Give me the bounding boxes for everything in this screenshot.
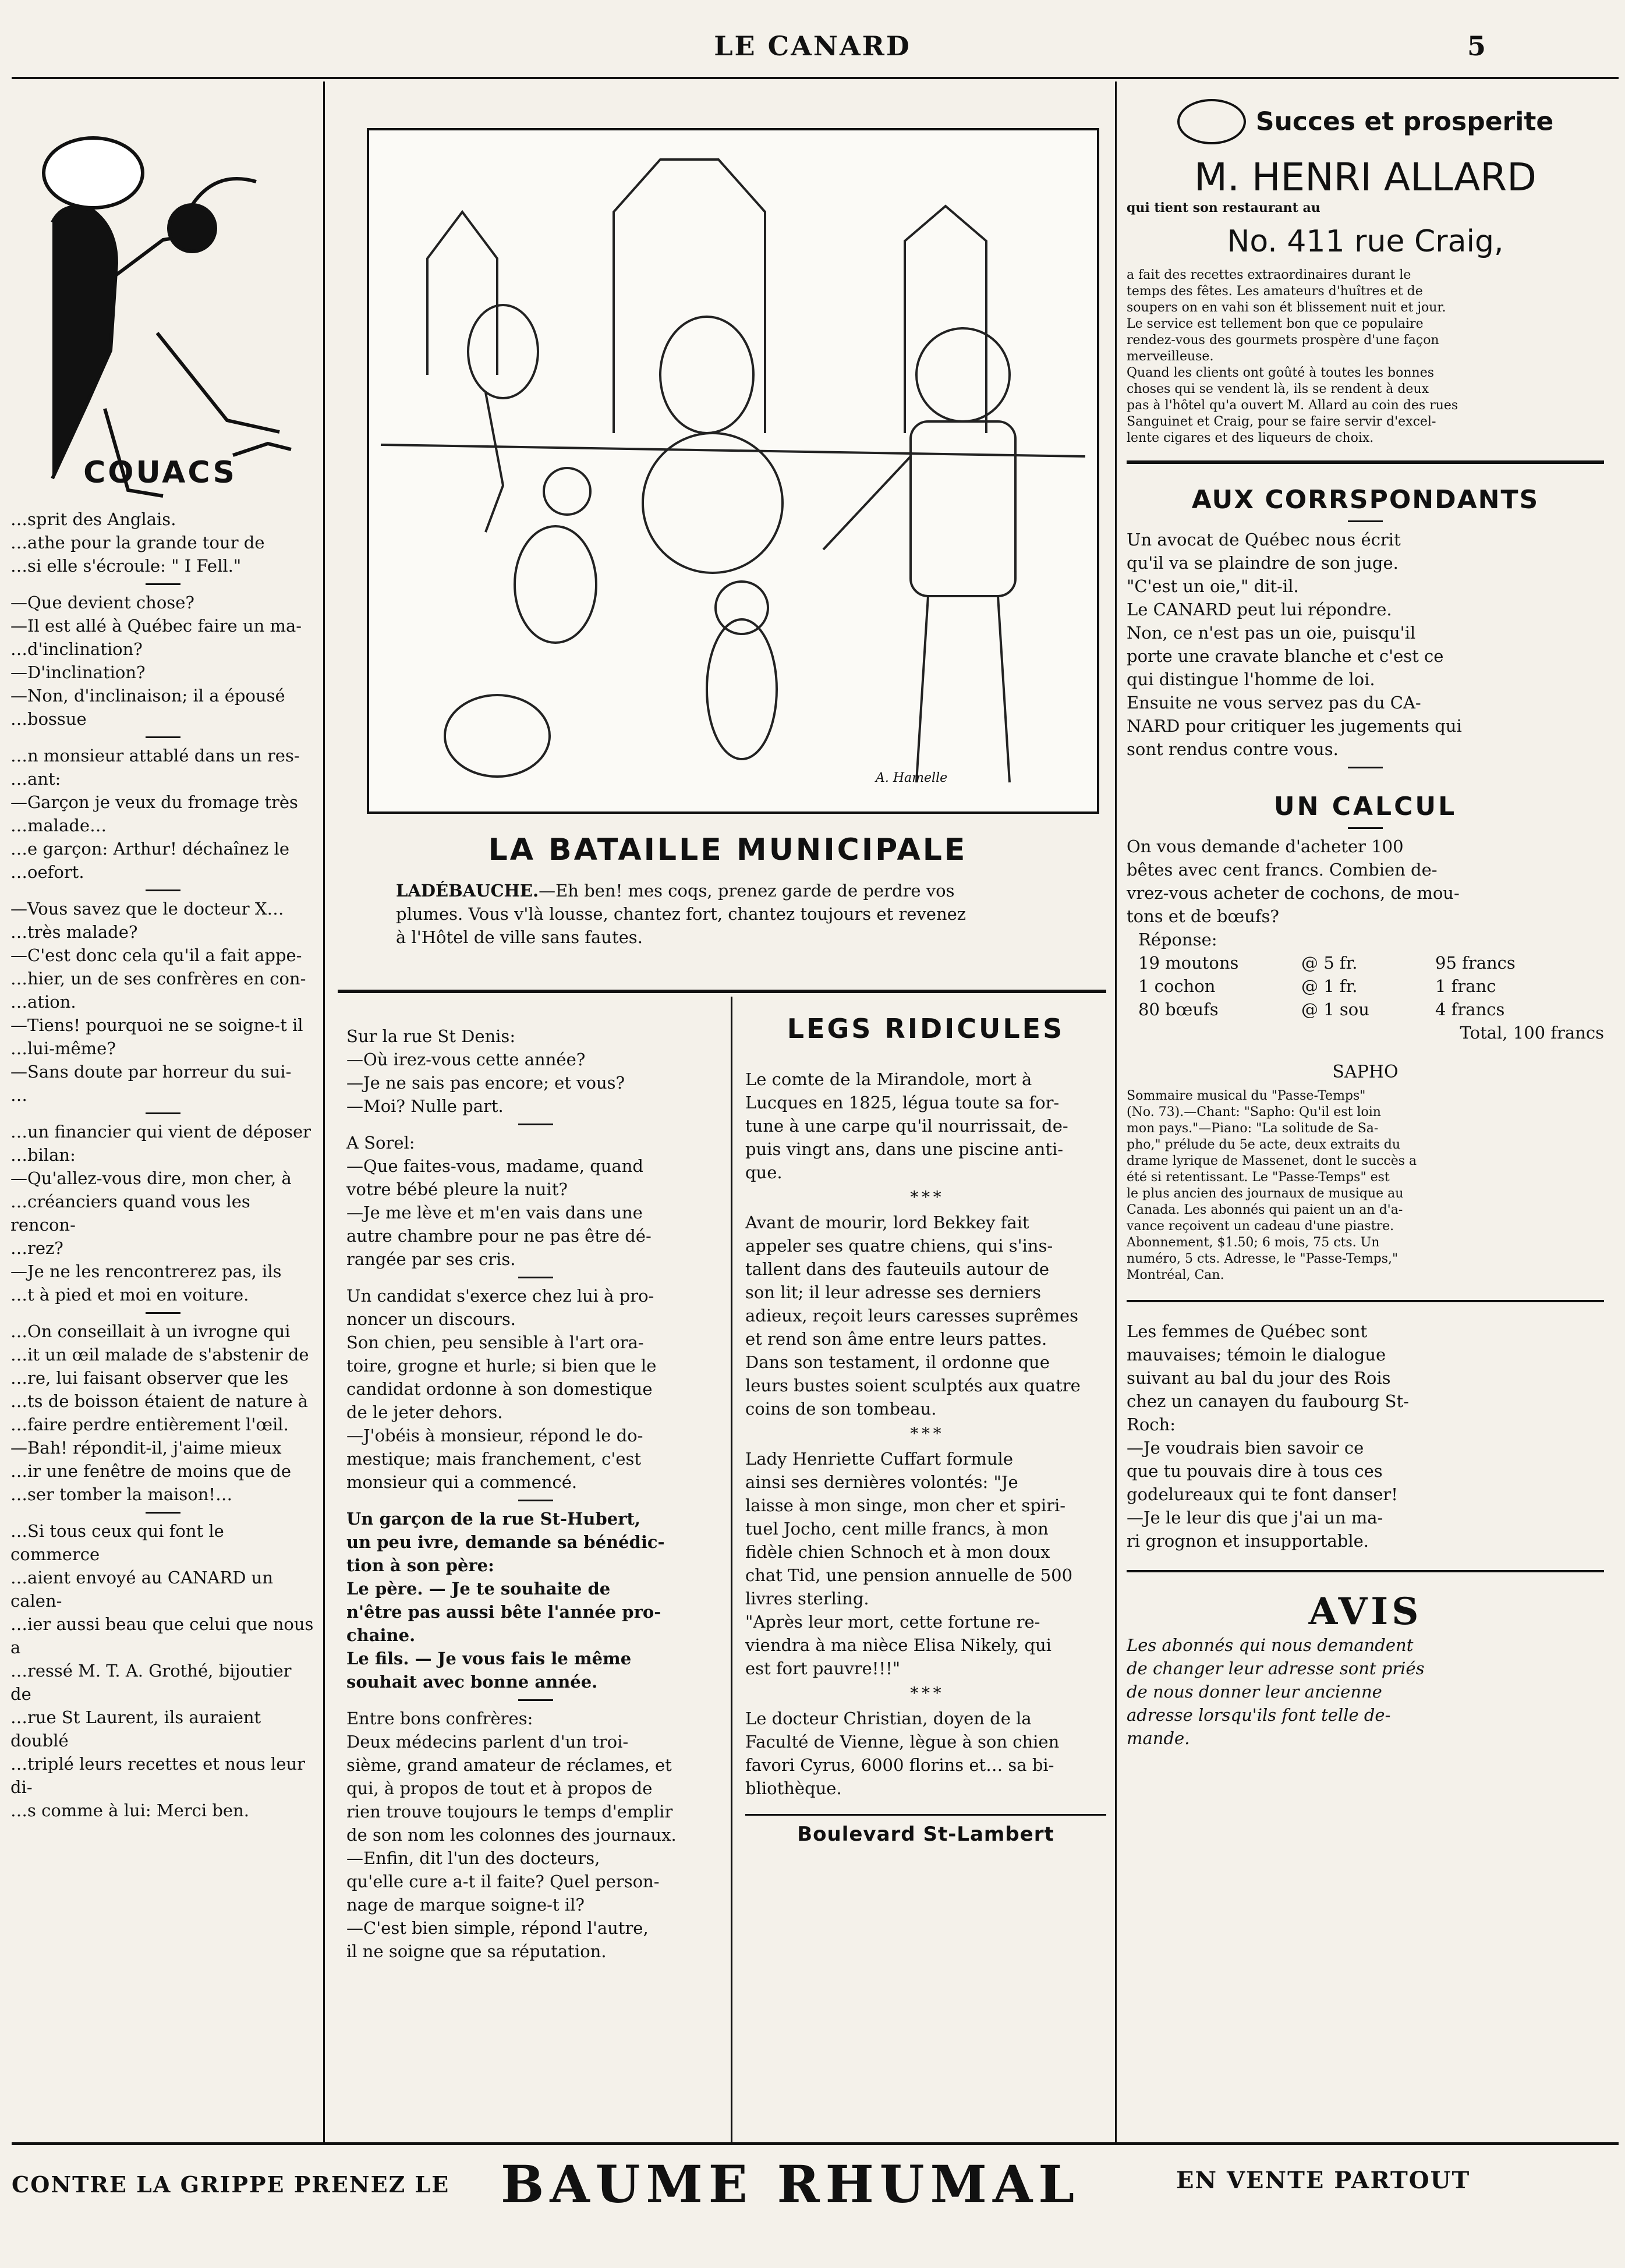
legs-line: "Après leur mort, cette fortune re- bbox=[745, 1612, 1040, 1632]
ad-line: pas à l'hôtel qu'a ouvert M. Allard au coin des rues bbox=[1127, 398, 1458, 413]
couac-line: —Sans doute par horreur du sui- bbox=[10, 1062, 292, 1082]
divider bbox=[146, 1312, 180, 1314]
sapho-line: Montréal, Can. bbox=[1127, 1268, 1224, 1282]
couac-line: …très malade? bbox=[10, 922, 138, 942]
femmes-text bbox=[1127, 1320, 1604, 1553]
ad-line1: qui tient son restaurant au bbox=[1127, 200, 1320, 215]
avis-title: AVIS bbox=[1308, 1590, 1422, 1633]
ad-line: temps des fêtes. Les amateurs d'huîtres et de bbox=[1127, 284, 1423, 299]
anecdote-line: votre bébé pleure la nuit? bbox=[346, 1179, 568, 1199]
couac-line: …On conseillait à un ivrogne qui bbox=[10, 1321, 291, 1341]
anecdote-line: qui, à propos de tout et à propos de bbox=[346, 1778, 653, 1798]
legs-line: tallent dans des fauteuils autour de bbox=[745, 1259, 1050, 1279]
anecdote-line: de le jeter dehors. bbox=[346, 1402, 503, 1422]
anecdote-line: mestique; mais franchement, c'est bbox=[346, 1449, 642, 1469]
femmes-line: que tu pouvais dire à tous ces bbox=[1127, 1461, 1383, 1481]
asterism-divider: * * * bbox=[910, 1188, 941, 1207]
correspondants-line: porte une cravate blanche et c'est ce bbox=[1127, 646, 1444, 666]
legs-line: fidèle chien Schnoch et à mon doux bbox=[745, 1542, 1050, 1562]
calcul-qty: 1 cochon bbox=[1138, 976, 1216, 996]
avis-line: mande. bbox=[1127, 1728, 1190, 1748]
legs-line: et rend son âme entre leurs pattes. bbox=[745, 1329, 1047, 1349]
anecdote-line: —Enfin, dit l'un des docteurs, bbox=[346, 1848, 600, 1868]
legs-line: ainsi ses dernières volontés: "Je bbox=[745, 1472, 1018, 1492]
caption-line: —Eh ben! mes coqs, prenez garde de perdre vos bbox=[539, 881, 955, 901]
ad-line: Sanguinet et Craig, pour se faire servir d'excel- bbox=[1127, 414, 1436, 429]
anecdote-line: Le fils. — Je vous fais le même bbox=[346, 1649, 632, 1668]
legs-footer: Boulevard St-Lambert bbox=[797, 1823, 1054, 1846]
calcul-qty: 19 moutons bbox=[1138, 953, 1239, 973]
column-rule bbox=[731, 997, 732, 2142]
calcul-table bbox=[1127, 951, 1604, 1021]
anecdote-line: —C'est bien simple, répond l'autre, bbox=[346, 1918, 649, 1938]
legs-title: LEGS RIDICULES bbox=[787, 1013, 1065, 1044]
anecdote-line: rangée par ses cris. bbox=[346, 1249, 516, 1269]
calcul-price: @ 1 sou bbox=[1301, 1000, 1369, 1019]
couac-line: —Non, d'inclinaison; il a épousé bbox=[10, 686, 285, 706]
sapho-line: (No. 73).—Chant: "Sapho: Qu'il est loin bbox=[1127, 1105, 1381, 1119]
section-rule bbox=[1127, 460, 1604, 464]
ad-line: soupers on en vahi son ét blissement nuit et jour. bbox=[1127, 300, 1446, 315]
couac-line: …re, lui faisant observer que les bbox=[10, 1368, 289, 1388]
couac-line: …e garçon: Arthur! déchaînez le bbox=[10, 839, 289, 859]
couac-line: …triplé leurs recettes et nous leur di- bbox=[10, 1754, 306, 1797]
couac-line: …rez? bbox=[10, 1238, 63, 1258]
couac-line: —Que devient chose? bbox=[10, 593, 194, 612]
anecdote-line: rien trouve toujours le temps d'emplir bbox=[346, 1802, 673, 1822]
legs-line: puis vingt ans, dans une piscine anti- bbox=[745, 1139, 1064, 1159]
divider bbox=[146, 890, 180, 891]
couac-line: …hier, un de ses confrères en con- bbox=[10, 969, 306, 988]
divider bbox=[146, 583, 180, 585]
anecdote-line: un peu ivre, demande sa bénédic- bbox=[346, 1532, 665, 1552]
sapho-title: SAPHO bbox=[1332, 1062, 1399, 1082]
divider bbox=[146, 736, 180, 738]
ad-line: merveilleuse. bbox=[1127, 349, 1214, 364]
calcul-line: tons et de bœufs? bbox=[1127, 906, 1279, 926]
column-rule bbox=[1115, 81, 1117, 2142]
couac-line: … bbox=[10, 1085, 27, 1105]
footer-ad-right: EN VENTE PARTOUT bbox=[1176, 2167, 1471, 2194]
couac-line: …aient envoyé au CANARD un calen- bbox=[10, 1568, 274, 1611]
legs-line: Lucques en 1825, légua toute sa for- bbox=[745, 1093, 1060, 1112]
couac-line: …ts de boisson étaient de nature à bbox=[10, 1391, 308, 1411]
femmes-line: Roch: bbox=[1127, 1415, 1176, 1434]
correspondants-line: qui distingue l'homme de loi. bbox=[1127, 669, 1375, 689]
anecdote-line: sième, grand amateur de réclames, et bbox=[346, 1755, 672, 1775]
legs-line: Le docteur Christian, doyen de la bbox=[745, 1709, 1032, 1728]
oyster-icon bbox=[1177, 99, 1246, 144]
couac-line: …ir une fenêtre de moins que de bbox=[10, 1461, 292, 1481]
right-column bbox=[1127, 99, 1604, 1750]
ad-line: lente cigares et des liqueurs de choix. bbox=[1127, 431, 1374, 445]
divider bbox=[518, 1500, 553, 1501]
musician-cartoon bbox=[0, 83, 314, 513]
couac-line: …athe pour la grande tour de bbox=[10, 533, 265, 552]
legs-line: Faculté de Vienne, lègue à son chien bbox=[745, 1732, 1060, 1752]
legs-line: son lit; il leur adresse ses derniers bbox=[745, 1282, 1042, 1302]
legs-line: coins de son tombeau. bbox=[745, 1399, 937, 1419]
section-rule bbox=[338, 990, 1106, 993]
sapho-line: numéro, 5 cts. Adresse, le "Passe-Temps," bbox=[1127, 1252, 1399, 1266]
anecdote-line: noncer un discours. bbox=[346, 1309, 516, 1329]
femmes-line: chez un canayen du faubourg St- bbox=[1127, 1391, 1409, 1411]
legs-footer-rule bbox=[745, 1814, 1106, 1816]
legs-column bbox=[745, 1013, 1106, 1846]
couac-line: …bossue bbox=[10, 709, 87, 729]
couac-line: …si elle s'écroule: " I Fell." bbox=[10, 556, 242, 576]
correspondants-title: AUX CORRSPONDANTS bbox=[1191, 485, 1539, 515]
legs-line: leurs bustes soient sculptés aux quatre bbox=[745, 1376, 1081, 1395]
anecdote-line: de son nom les colonnes des journaux. bbox=[346, 1825, 677, 1845]
divider bbox=[1348, 520, 1383, 522]
calcul-intro bbox=[1127, 835, 1604, 928]
legs-line: que. bbox=[745, 1163, 783, 1182]
ad-line: choses qui se vendent là, ils se rendent à deux bbox=[1127, 382, 1429, 396]
couac-line: …créanciers quand vous les rencon- bbox=[10, 1192, 250, 1235]
femmes-line: —Je le leur dis que j'ai un ma- bbox=[1127, 1508, 1383, 1528]
anecdote-line: autre chambre pour ne pas être dé- bbox=[346, 1226, 652, 1246]
legs-line: laisse à mon singe, mon cher et spiri- bbox=[745, 1496, 1066, 1515]
divider bbox=[146, 1112, 180, 1114]
legs-line: viendra à ma nièce Elisa Nikely, qui bbox=[745, 1635, 1052, 1655]
anecdote-line: nage de marque soigne-t il? bbox=[346, 1895, 585, 1915]
avis-line: Les abonnés qui nous demandent bbox=[1127, 1635, 1414, 1655]
femmes-line: Les femmes de Québec sont bbox=[1127, 1321, 1368, 1341]
couac-line: …ant: bbox=[10, 769, 61, 789]
footer-ad-brand: BAUME RHUMAL bbox=[501, 2154, 1081, 2214]
couac-line: …ier aussi beau que celui que nous a bbox=[10, 1614, 314, 1657]
correspondants-line: "C'est un oie," dit-il. bbox=[1127, 576, 1299, 596]
couac-line: …ser tomber la maison!… bbox=[10, 1484, 233, 1504]
correspondants-text bbox=[1127, 528, 1604, 761]
divider bbox=[518, 1124, 553, 1125]
correspondants-line: qu'il va se plaindre de son juge. bbox=[1127, 553, 1399, 573]
femmes-line: suivant au bal du jour des Rois bbox=[1127, 1368, 1391, 1388]
couac-line: …n monsieur attablé dans un res- bbox=[10, 746, 300, 766]
left-column bbox=[0, 83, 320, 1822]
legs-line: bliothèque. bbox=[745, 1778, 842, 1798]
anecdote-line: monsieur qui a commencé. bbox=[346, 1472, 578, 1492]
couac-line: …Si tous ceux qui font le commerce bbox=[10, 1521, 224, 1564]
couac-line: —Vous savez que le docteur X… bbox=[10, 899, 284, 919]
anecdote-line: tion à son père: bbox=[346, 1555, 494, 1575]
couac-line: …it un œil malade de s'abstenir de bbox=[10, 1345, 309, 1365]
anecdote-line: Un garçon de la rue St-Hubert, bbox=[346, 1509, 640, 1529]
calcul-total: Total, 100 francs bbox=[1460, 1023, 1604, 1043]
divider bbox=[1348, 767, 1383, 768]
sapho-line: Abonnement, $1.50; 6 mois, 75 cts. Un bbox=[1127, 1235, 1380, 1250]
anecdote-line: Un candidat s'exerce chez lui à pro- bbox=[346, 1286, 654, 1306]
legs-line: Le comte de la Mirandole, mort à bbox=[745, 1069, 1032, 1089]
correspondants-line: sont rendus contre vous. bbox=[1127, 739, 1339, 759]
avis-line: de nous donner leur ancienne bbox=[1127, 1682, 1382, 1702]
anecdote-line: —Je ne sais pas encore; et vous? bbox=[346, 1073, 625, 1093]
avis-text bbox=[1127, 1633, 1604, 1750]
couac-line: …sprit des Anglais. bbox=[10, 509, 176, 529]
couac-line: …malade… bbox=[10, 816, 107, 835]
calcul-line: vrez-vous acheter de cochons, de mou- bbox=[1127, 883, 1460, 903]
couac-line: —Garçon je veux du fromage très bbox=[10, 792, 298, 812]
anecdote-line: chaine. bbox=[346, 1625, 416, 1645]
sapho-line: Canada. Les abonnés qui paient un an d'a- bbox=[1127, 1203, 1403, 1217]
ad-line: rendez-vous des gourmets prospère d'une façon bbox=[1127, 333, 1439, 348]
avis-line: de changer leur adresse sont priés bbox=[1127, 1659, 1425, 1678]
couac-line: …faire perdre entièrement l'œil. bbox=[10, 1415, 289, 1434]
legs-line: Avant de mourir, lord Bekkey fait bbox=[745, 1213, 1029, 1232]
asterism-divider: * * * bbox=[910, 1684, 941, 1703]
anecdotes-column bbox=[346, 1025, 725, 1963]
sapho-line: Sommaire musical du "Passe-Temps" bbox=[1127, 1089, 1366, 1103]
anecdote-line: Sur la rue St Denis: bbox=[346, 1026, 516, 1046]
legs-line: Dans son testament, il ordonne que bbox=[745, 1352, 1050, 1372]
ad-name: M. HENRI ALLARD bbox=[1194, 155, 1537, 200]
ad-text bbox=[1127, 267, 1604, 446]
sapho-line: été si retentissant. Le "Passe-Temps" est bbox=[1127, 1170, 1390, 1185]
anecdote-line: n'être pas aussi bête l'année pro- bbox=[346, 1602, 661, 1622]
caption-speaker: LADÉBAUCHE. bbox=[396, 881, 539, 901]
correspondants-line: Le CANARD peut lui répondre. bbox=[1127, 600, 1392, 619]
anecdote-line: —Où irez-vous cette année? bbox=[346, 1050, 586, 1069]
femmes-line: ri grognon et insupportable. bbox=[1127, 1531, 1369, 1551]
couac-line: …s comme à lui: Merci ben. bbox=[10, 1801, 249, 1820]
anecdote-line: Le père. — Je te souhaite de bbox=[346, 1579, 611, 1599]
avis-line: adresse lorsqu'ils font telle de- bbox=[1127, 1705, 1391, 1725]
couac-line: …lui-même? bbox=[10, 1039, 116, 1058]
legs-line: est fort pauvre!!!" bbox=[745, 1659, 901, 1678]
couac-line: …rue St Laurent, ils auraient doublé bbox=[10, 1707, 261, 1750]
calcul-total-cell: 95 francs bbox=[1435, 953, 1516, 973]
couac-line: …ressé M. T. A. Grothé, bijoutier de bbox=[10, 1661, 292, 1704]
calcul-total-cell: 4 francs bbox=[1435, 1000, 1505, 1019]
anecdote-line: il ne soigne que sa réputation. bbox=[346, 1941, 607, 1961]
column-rule bbox=[323, 81, 325, 2142]
couac-line: …ation. bbox=[10, 992, 76, 1012]
correspondants-line: Un avocat de Québec nous écrit bbox=[1127, 530, 1401, 550]
anecdote-line: candidat ordonne à son domestique bbox=[346, 1379, 653, 1399]
ad-line: Le service est tellement bon que ce populaire bbox=[1127, 317, 1424, 331]
femmes-line: mauvaises; témoin le dialogue bbox=[1127, 1345, 1386, 1365]
legs-line: tuel Jocho, cent mille francs, à mon bbox=[745, 1519, 1049, 1539]
section-rule bbox=[1127, 1570, 1604, 1572]
femmes-line: —Je voudrais bien savoir ce bbox=[1127, 1438, 1364, 1458]
cartoon-caption bbox=[396, 879, 1077, 949]
correspondants-line: NARD pour critiquer les jugements qui bbox=[1127, 716, 1462, 736]
divider bbox=[1348, 827, 1383, 829]
anecdote-line: Entre bons confrères: bbox=[346, 1709, 533, 1728]
calcul-answer-label: Réponse: bbox=[1138, 930, 1217, 949]
calcul-title: UN CALCUL bbox=[1273, 792, 1457, 821]
asterism-divider: * * * bbox=[910, 1424, 941, 1443]
couac-line: …t à pied et moi en voiture. bbox=[10, 1285, 249, 1305]
calcul-qty: 80 bœufs bbox=[1138, 1000, 1219, 1019]
ad-line: Quand les clients ont goûté à toutes les bonnes bbox=[1127, 366, 1435, 380]
calcul-row bbox=[1138, 998, 1604, 1021]
couac-line: …oefort. bbox=[10, 862, 84, 882]
legs-line: Lady Henriette Cuffart formule bbox=[745, 1449, 1013, 1469]
couacs-title: COUACS bbox=[83, 455, 237, 490]
anecdote-line: toire, grogne et hurle; si bien que le bbox=[346, 1356, 657, 1376]
anecdote-line: Deux médecins parlent d'un troi- bbox=[346, 1732, 629, 1752]
calcul-price: @ 1 fr. bbox=[1301, 976, 1358, 996]
calcul-row bbox=[1138, 951, 1604, 974]
divider bbox=[518, 1699, 553, 1701]
masthead bbox=[0, 30, 1625, 62]
legs-line: livres sterling. bbox=[745, 1589, 869, 1608]
couac-line: …d'inclination? bbox=[10, 639, 143, 659]
cartoon-title: LA BATAILLE MUNICIPALE bbox=[488, 832, 968, 867]
legs-line: favori Cyrus, 6000 florins et… sa bi- bbox=[745, 1755, 1054, 1775]
couac-line: —D'inclination? bbox=[10, 662, 146, 682]
calcul-total-cell: 1 franc bbox=[1435, 976, 1496, 996]
sapho-line: le plus ancien des journaux de musique au bbox=[1127, 1186, 1404, 1201]
anecdote-line: —Que faites-vous, madame, quand bbox=[346, 1156, 643, 1176]
sapho-line: pho," prélude du 5e acte, deux extraits du bbox=[1127, 1137, 1401, 1152]
calcul-row bbox=[1138, 974, 1604, 998]
legs-line: appeler ses quatre chiens, qui s'ins- bbox=[745, 1236, 1053, 1256]
cartoon-illustration bbox=[369, 130, 1097, 811]
sapho-line: mon pays."—Piano: "La solitude de Sa- bbox=[1127, 1121, 1379, 1136]
legs-line: tune à une carpe qu'il nourrissait, de- bbox=[745, 1116, 1068, 1136]
sapho-line: vance reçoivent un cadeau d'une piastre. bbox=[1127, 1219, 1394, 1234]
header-rule bbox=[12, 77, 1619, 79]
couac-line: —Il est allé à Québec faire un ma- bbox=[10, 616, 302, 636]
ad-title: Succes et prosperite bbox=[1255, 107, 1554, 137]
allard-ad bbox=[1127, 99, 1604, 446]
anecdote-line: souhait avec bonne année. bbox=[346, 1672, 598, 1692]
couac-line: —Bah! répondit-il, j'aime mieux bbox=[10, 1438, 282, 1458]
correspondants-line: Ensuite ne vous servez pas du CA- bbox=[1127, 693, 1421, 713]
cartoon-frame bbox=[367, 128, 1099, 814]
couac-line: …bilan: bbox=[10, 1145, 76, 1165]
calcul-line: bêtes avec cent francs. Combien de- bbox=[1127, 860, 1438, 880]
anecdote-list bbox=[346, 1025, 725, 1963]
anecdote-line: —J'obéis à monsieur, répond le do- bbox=[346, 1426, 643, 1445]
footer-rule bbox=[12, 2142, 1619, 2145]
legs-list bbox=[745, 1068, 1106, 1800]
anecdote-line: A Sorel: bbox=[346, 1133, 415, 1153]
newspaper-title: LE CANARD bbox=[714, 30, 911, 62]
calcul-line: On vous demande d'acheter 100 bbox=[1127, 837, 1404, 856]
footer-ad bbox=[12, 2154, 1619, 2218]
sapho-text bbox=[1127, 1088, 1604, 1284]
couac-line: —Tiens! pourquoi ne se soigne-t il bbox=[10, 1015, 303, 1035]
femmes-line: godelureaux qui te font danser! bbox=[1127, 1484, 1398, 1504]
caption-line: plumes. Vous v'là lousse, chantez fort, chantez toujours et revenez bbox=[396, 904, 966, 924]
ad-title-row bbox=[1127, 99, 1604, 144]
anecdote-line: —Je me lève et m'en vais dans une bbox=[346, 1203, 643, 1222]
couac-line: —Je ne les rencontrerez pas, ils bbox=[10, 1261, 282, 1281]
anecdote-line: qu'elle cure a-t il faite? Quel person- bbox=[346, 1872, 660, 1891]
legs-line: adieux, reçoit leurs caresses suprêmes bbox=[745, 1306, 1078, 1326]
sapho-line: drame lyrique de Massenet, dont le succès a bbox=[1127, 1154, 1417, 1168]
ad-line: a fait des recettes extraordinaires durant le bbox=[1127, 268, 1411, 282]
couacs-list bbox=[0, 508, 320, 1822]
divider bbox=[146, 1512, 180, 1514]
ad-address: No. 411 rue Craig, bbox=[1227, 224, 1504, 259]
couac-line: …un financier qui vient de déposer bbox=[10, 1122, 311, 1142]
anecdote-line: —Moi? Nulle part. bbox=[346, 1096, 504, 1116]
section-rule bbox=[1127, 1300, 1604, 1302]
legs-line: chat Tid, une pension annuelle de 500 bbox=[745, 1565, 1073, 1585]
calcul-price: @ 5 fr. bbox=[1301, 953, 1358, 973]
page-number: 5 bbox=[1467, 30, 1486, 62]
correspondants-line: Non, ce n'est pas un oie, puisqu'il bbox=[1127, 623, 1416, 643]
caption-line: à l'Hôtel de ville sans fautes. bbox=[396, 927, 643, 947]
footer-ad-left: CONTRE LA GRIPPE PRENEZ LE bbox=[12, 2171, 450, 2198]
cartoon-signature: A. Hamelle bbox=[876, 771, 948, 785]
couac-line: —Qu'allez-vous dire, mon cher, à bbox=[10, 1168, 292, 1188]
divider bbox=[518, 1277, 553, 1278]
anecdote-line: Son chien, peu sensible à l'art ora- bbox=[346, 1333, 644, 1352]
couac-line: —C'est donc cela qu'il a fait appe- bbox=[10, 945, 302, 965]
